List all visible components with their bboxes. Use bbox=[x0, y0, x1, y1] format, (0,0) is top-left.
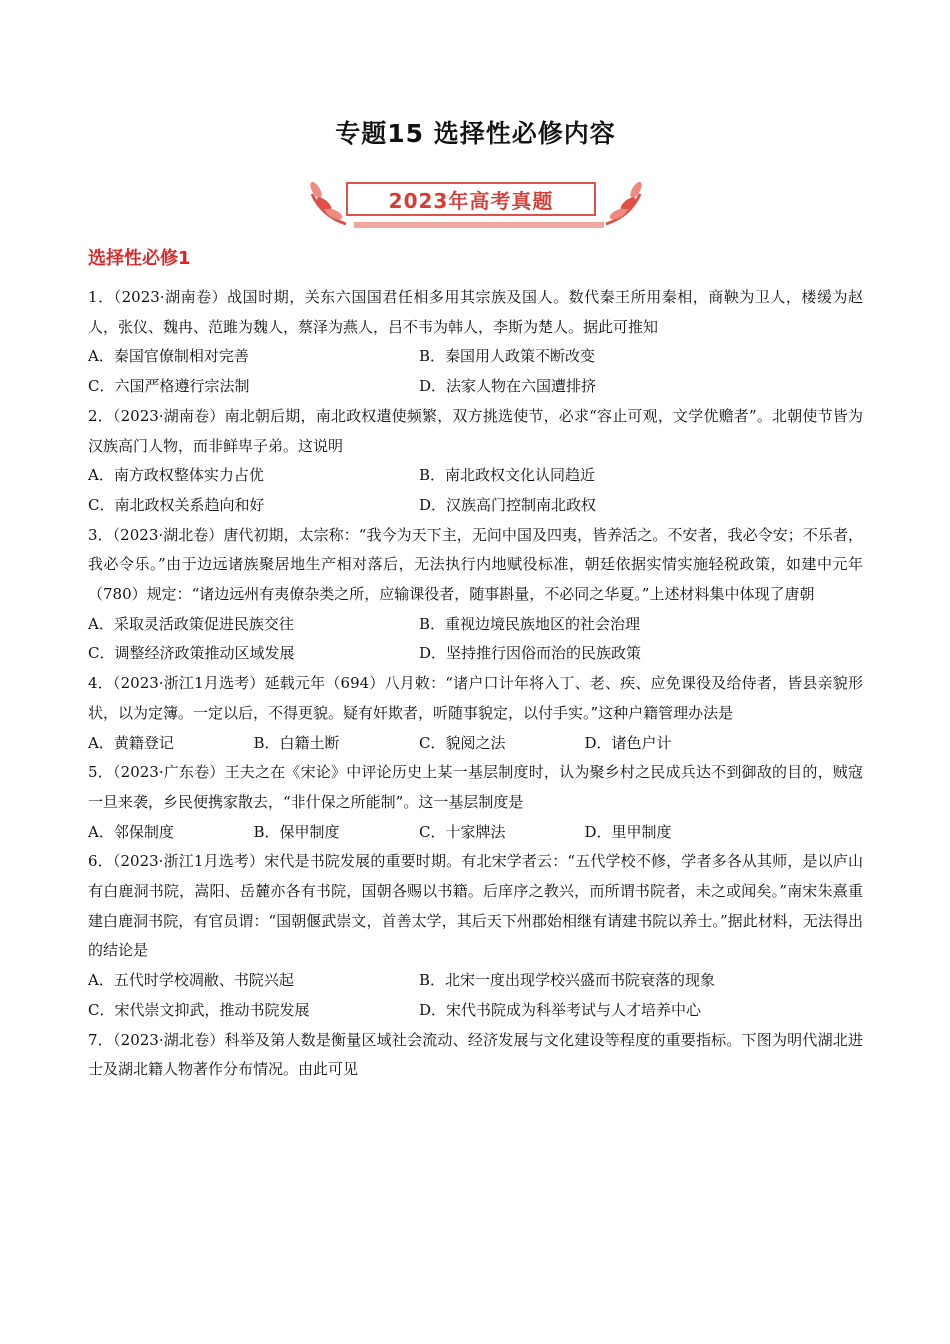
option-c: C．十家牌法 bbox=[419, 822, 506, 841]
option-b: B．北宋一度出现学校兴盛而书院衰落的现象 bbox=[419, 971, 716, 990]
option-d: D．里甲制度 bbox=[584, 822, 672, 841]
option-c: C．南北政权关系趋向和好 bbox=[88, 495, 265, 514]
question-options bbox=[88, 461, 863, 520]
question-list bbox=[88, 283, 863, 1085]
option-b: B．秦国用人政策不断改变 bbox=[419, 347, 596, 366]
question-stem: 4．（2023·浙江1月选考）延载元年（694）八月敕：“诸户口计年将入丁、老、疾、应免课役及给侍者，皆县亲貌形状，以为定簿。一定以后，不得更貌。疑有奸欺者，听随事貌定，以付手实。”这种户籍管理办法是 bbox=[88, 674, 863, 722]
question-options bbox=[88, 610, 863, 669]
option-c: C．宋代崇文抑武，推动书院发展 bbox=[88, 1000, 310, 1019]
option-c: C．调整经济政策推动区域发展 bbox=[88, 644, 295, 663]
laurel-left-icon bbox=[306, 176, 350, 228]
banner-label: 2023年高考真题 bbox=[346, 182, 596, 216]
question-options bbox=[88, 818, 863, 848]
exam-banner bbox=[306, 176, 646, 228]
option-d: D．坚持推行因俗而治的民族政策 bbox=[419, 644, 642, 663]
option-b: B．保甲制度 bbox=[253, 822, 340, 841]
option-c: C．六国严格遵行宗法制 bbox=[88, 377, 250, 396]
option-a: A．五代时学校凋敝、书院兴起 bbox=[88, 971, 294, 990]
option-d: D．宋代书院成为科举考试与人才培养中心 bbox=[419, 1000, 702, 1019]
section-heading: 选择性必修1 bbox=[88, 248, 191, 269]
laurel-right-icon bbox=[602, 176, 646, 228]
question-stem: 3．（2023·湖北卷）唐代初期，太宗称：“我今为天下主，无问中国及四夷，皆养活之。不安者，我必令安；不乐者，我必令乐。”由于边远诸族聚居地生产相对落后，无法执行内地赋役标准，朝廷依据实情实施轻税政策，如建中元年（780）规定：“诸边远州有夷僚杂类之所，应输课役者，随事斟量，不必同之华夏。”上述材料集中体现了唐朝 bbox=[88, 525, 863, 604]
option-a: A．邻保制度 bbox=[88, 822, 174, 841]
option-b: B．白籍土断 bbox=[253, 733, 340, 752]
option-a: A．秦国官僚制相对完善 bbox=[88, 347, 249, 366]
question-stem: 5．（2023·广东卷）王夫之在《宋论》中评论历史上某一基层制度时，认为聚乡村之民成兵达不到御敌的目的，贼寇一旦来袭，乡民便携家散去，“非什保之所能制”。这一基层制度是 bbox=[88, 763, 863, 811]
option-d: D．法家人物在六国遭排挤 bbox=[419, 377, 597, 396]
question-stem: 7．（2023·湖北卷）科举及第人数是衡量区域社会流动、经济发展与文化建设等程度的重要指标。下图为明代湖北进士及湖北籍人物著作分布情况。由此可见 bbox=[88, 1030, 863, 1079]
option-a: A．黄籍登记 bbox=[88, 733, 174, 752]
option-a: A．南方政权整体实力占优 bbox=[88, 466, 264, 485]
question-stem: 6．（2023·浙江1月选考）宋代是书院发展的重要时期。有北宋学者云：“五代学校不修，学者多各从其师，是以庐山有白鹿洞书院，嵩阳、岳麓亦各有书院，国朝各赐以书籍。后庠序之教兴，而所谓书院者，未之或闻矣。”南宋朱熹重建白鹿洞书院，有官员谓：“国朝偃武崇文，首善太学，其后天下州郡始相继有请建书院以养士。”据此材料，无法得出的结论是 bbox=[88, 852, 863, 960]
option-a: A．采取灵活政策促进民族交往 bbox=[88, 614, 294, 633]
question-options bbox=[88, 966, 863, 1025]
question-stem: 2．（2023·湖南卷）南北朝后期，南北政权遣使频繁，双方挑选使节，必求“容止可观，文学优赡者”。北朝使节皆为汉族高门人物，而非鲜卑子弟。这说明 bbox=[88, 406, 863, 455]
option-d: D．诸色户计 bbox=[584, 733, 672, 752]
option-b: B．重视边境民族地区的社会治理 bbox=[419, 614, 641, 633]
option-b: B．南北政权文化认同趋近 bbox=[419, 466, 596, 485]
option-c: C．貌阅之法 bbox=[419, 733, 506, 752]
question-stem: 1．（2023·湖南卷）战国时期，关东六国国君任相多用其宗族及国人。数代秦王所用秦相，商鞅为卫人，楼缓为赵人，张仪、魏冉、范雎为魏人，蔡泽为燕人，吕不韦为韩人，李斯为楚人。据此可推知 bbox=[88, 288, 863, 336]
page-title: 专题15 选择性必修内容 bbox=[335, 119, 616, 148]
option-d: D．汉族高门控制南北政权 bbox=[419, 495, 597, 514]
question-options bbox=[88, 342, 863, 401]
question-options bbox=[88, 729, 863, 759]
